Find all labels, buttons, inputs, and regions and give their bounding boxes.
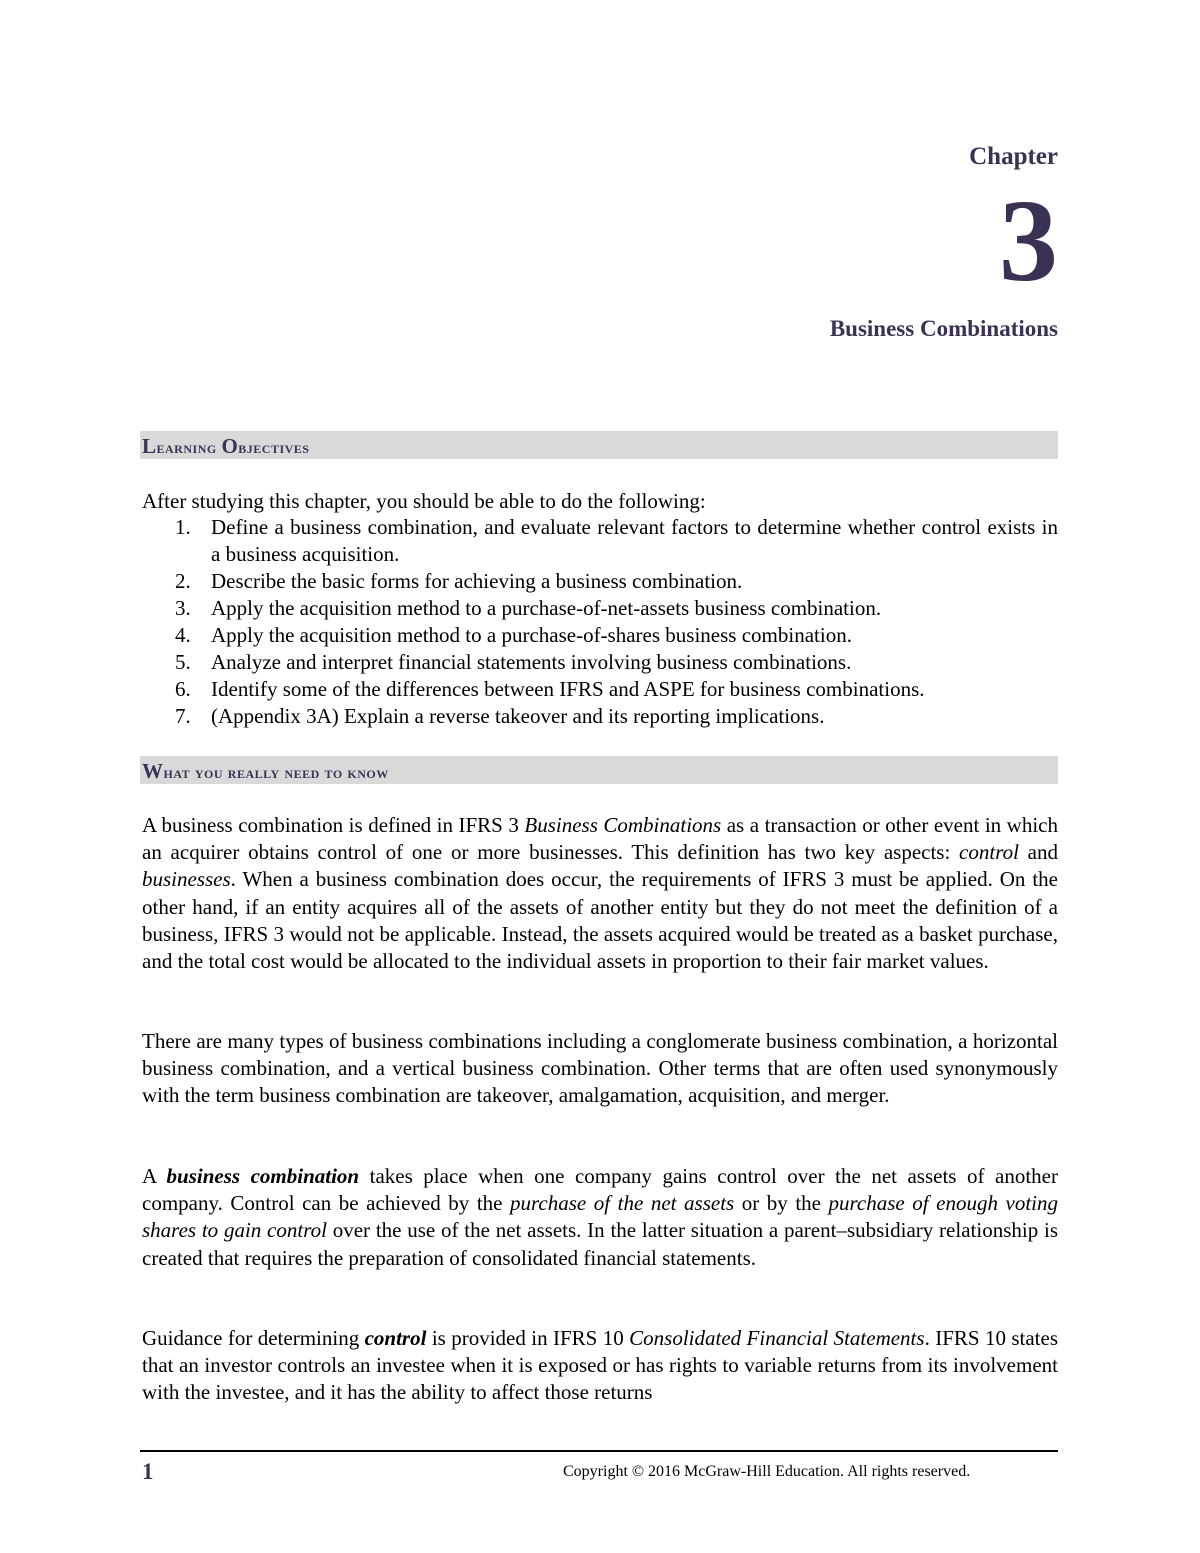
objective-item xyxy=(142,703,1058,730)
heading-text: bjectives xyxy=(238,438,310,457)
learning-objectives-heading xyxy=(140,431,1058,459)
footer-divider xyxy=(140,1450,1058,1452)
text-run: as a transaction or other event in which an acquirer obtains control of one or more businesses. This definition has two key aspects: xyxy=(142,813,1058,865)
text-run: and xyxy=(1018,840,1058,865)
key-term: control xyxy=(959,840,1019,865)
objective-text: Describe the basic forms for achieving a business combination. xyxy=(211,569,743,593)
text-run: Guidance for determining xyxy=(142,1326,365,1350)
text-run: A business combination is defined in IFRS 3 xyxy=(142,813,525,837)
objective-item xyxy=(142,568,1058,595)
objectives-intro: After studying this chapter, you should be able to do the following: xyxy=(142,489,706,513)
emphasis: purchase of enough voting shares to gain control xyxy=(142,1191,1058,1243)
objective-item xyxy=(142,595,1058,622)
objective-text: (Appendix 3A) Explain a reverse takeover and its reporting implications. xyxy=(211,704,825,728)
heading-text: earning xyxy=(156,438,222,457)
chapter-label: Chapter xyxy=(969,143,1058,170)
heading-initial: W xyxy=(142,759,164,783)
objective-text: Define a business combination, and evaluate relevant factors to determine whether control exists in a business acquisition. xyxy=(211,515,1058,566)
chapter-header xyxy=(830,140,1058,344)
key-term: businesses xyxy=(142,867,231,892)
standard-title: Consolidated Financial Statements xyxy=(629,1326,925,1350)
chapter-title: Business Combinations xyxy=(829,316,1058,341)
text-run: over the use of the net assets. In the latter situation a parent–subsidiary relationship is created that requires the preparation of consolidated financial statements. xyxy=(142,1218,1058,1270)
paragraph-guidance xyxy=(142,1325,1058,1407)
objective-number: 7. xyxy=(175,704,191,728)
objective-number: 4. xyxy=(175,623,191,647)
objective-text: Analyze and interpret financial statements involving business combinations. xyxy=(211,650,852,674)
paragraph-types: There are many types of business combinations including a conglomerate business combination, a horizontal business combination, and a vertical business combination. Other terms that are often used synonymously with the term business combination are takeover, amalgamation, acquisition, and merger. xyxy=(142,1029,1058,1108)
text-run: . When a business combination does occur, the requirements of IFRS 3 must be applied. On the other hand, if an entity acquires all of the assets of another entity but they do not meet the definition of a business, IFRS 3 would not be applicable. Instead, the assets acquired would be treated as a basket purchase, and the total cost would be allocated to the individual assets in proportion to their fair market values. xyxy=(142,867,1058,974)
objective-text: Identify some of the differences between IFRS and ASPE for business combinations. xyxy=(211,677,925,701)
paragraph-definition xyxy=(142,812,1058,975)
objective-text: Apply the acquisition method to a purchase-of-net-assets business combination. xyxy=(211,596,882,620)
objective-number: 3. xyxy=(175,596,191,620)
emphasis: purchase of the net assets xyxy=(510,1191,735,1216)
heading-text: hat you really need to know xyxy=(163,763,389,782)
objective-number: 5. xyxy=(175,650,191,674)
key-term: business combination xyxy=(166,1164,360,1188)
objective-number: 1. xyxy=(175,515,191,539)
what-you-need-to-know-heading xyxy=(140,756,1058,784)
objective-item xyxy=(142,622,1058,649)
standard-title: Business Combinations xyxy=(524,813,722,837)
heading-initial: O xyxy=(221,434,239,458)
key-term: control xyxy=(364,1326,427,1350)
objectives-list xyxy=(142,514,1058,730)
text-run: takes place when one company gains control over the net assets of another company. Control can be achieved by the xyxy=(142,1164,1058,1216)
objective-number: 6. xyxy=(175,677,191,701)
text-run: is provided in IFRS 10 xyxy=(426,1326,630,1350)
objective-item xyxy=(142,676,1058,703)
paragraph-control-achieved xyxy=(142,1163,1058,1272)
objective-text: Apply the acquisition method to a purchase-of-shares business combination. xyxy=(211,623,852,647)
heading-initial: L xyxy=(142,434,157,458)
chapter-number: 3 xyxy=(999,175,1058,306)
copyright-notice: Copyright © 2016 McGraw-Hill Education. All rights reserved. xyxy=(563,1463,971,1480)
text-run: A xyxy=(142,1164,167,1188)
text-run: . IFRS 10 states that an investor controls an investee when it is exposed or has rights to variable returns from its involvement with the investee, and it has the ability to affect those returns xyxy=(142,1326,1058,1405)
objective-item xyxy=(142,649,1058,676)
page-number: 1 xyxy=(142,1459,154,1484)
objective-number: 2. xyxy=(175,569,191,593)
text-run: or by the xyxy=(734,1191,829,1216)
objective-item xyxy=(142,514,1058,568)
